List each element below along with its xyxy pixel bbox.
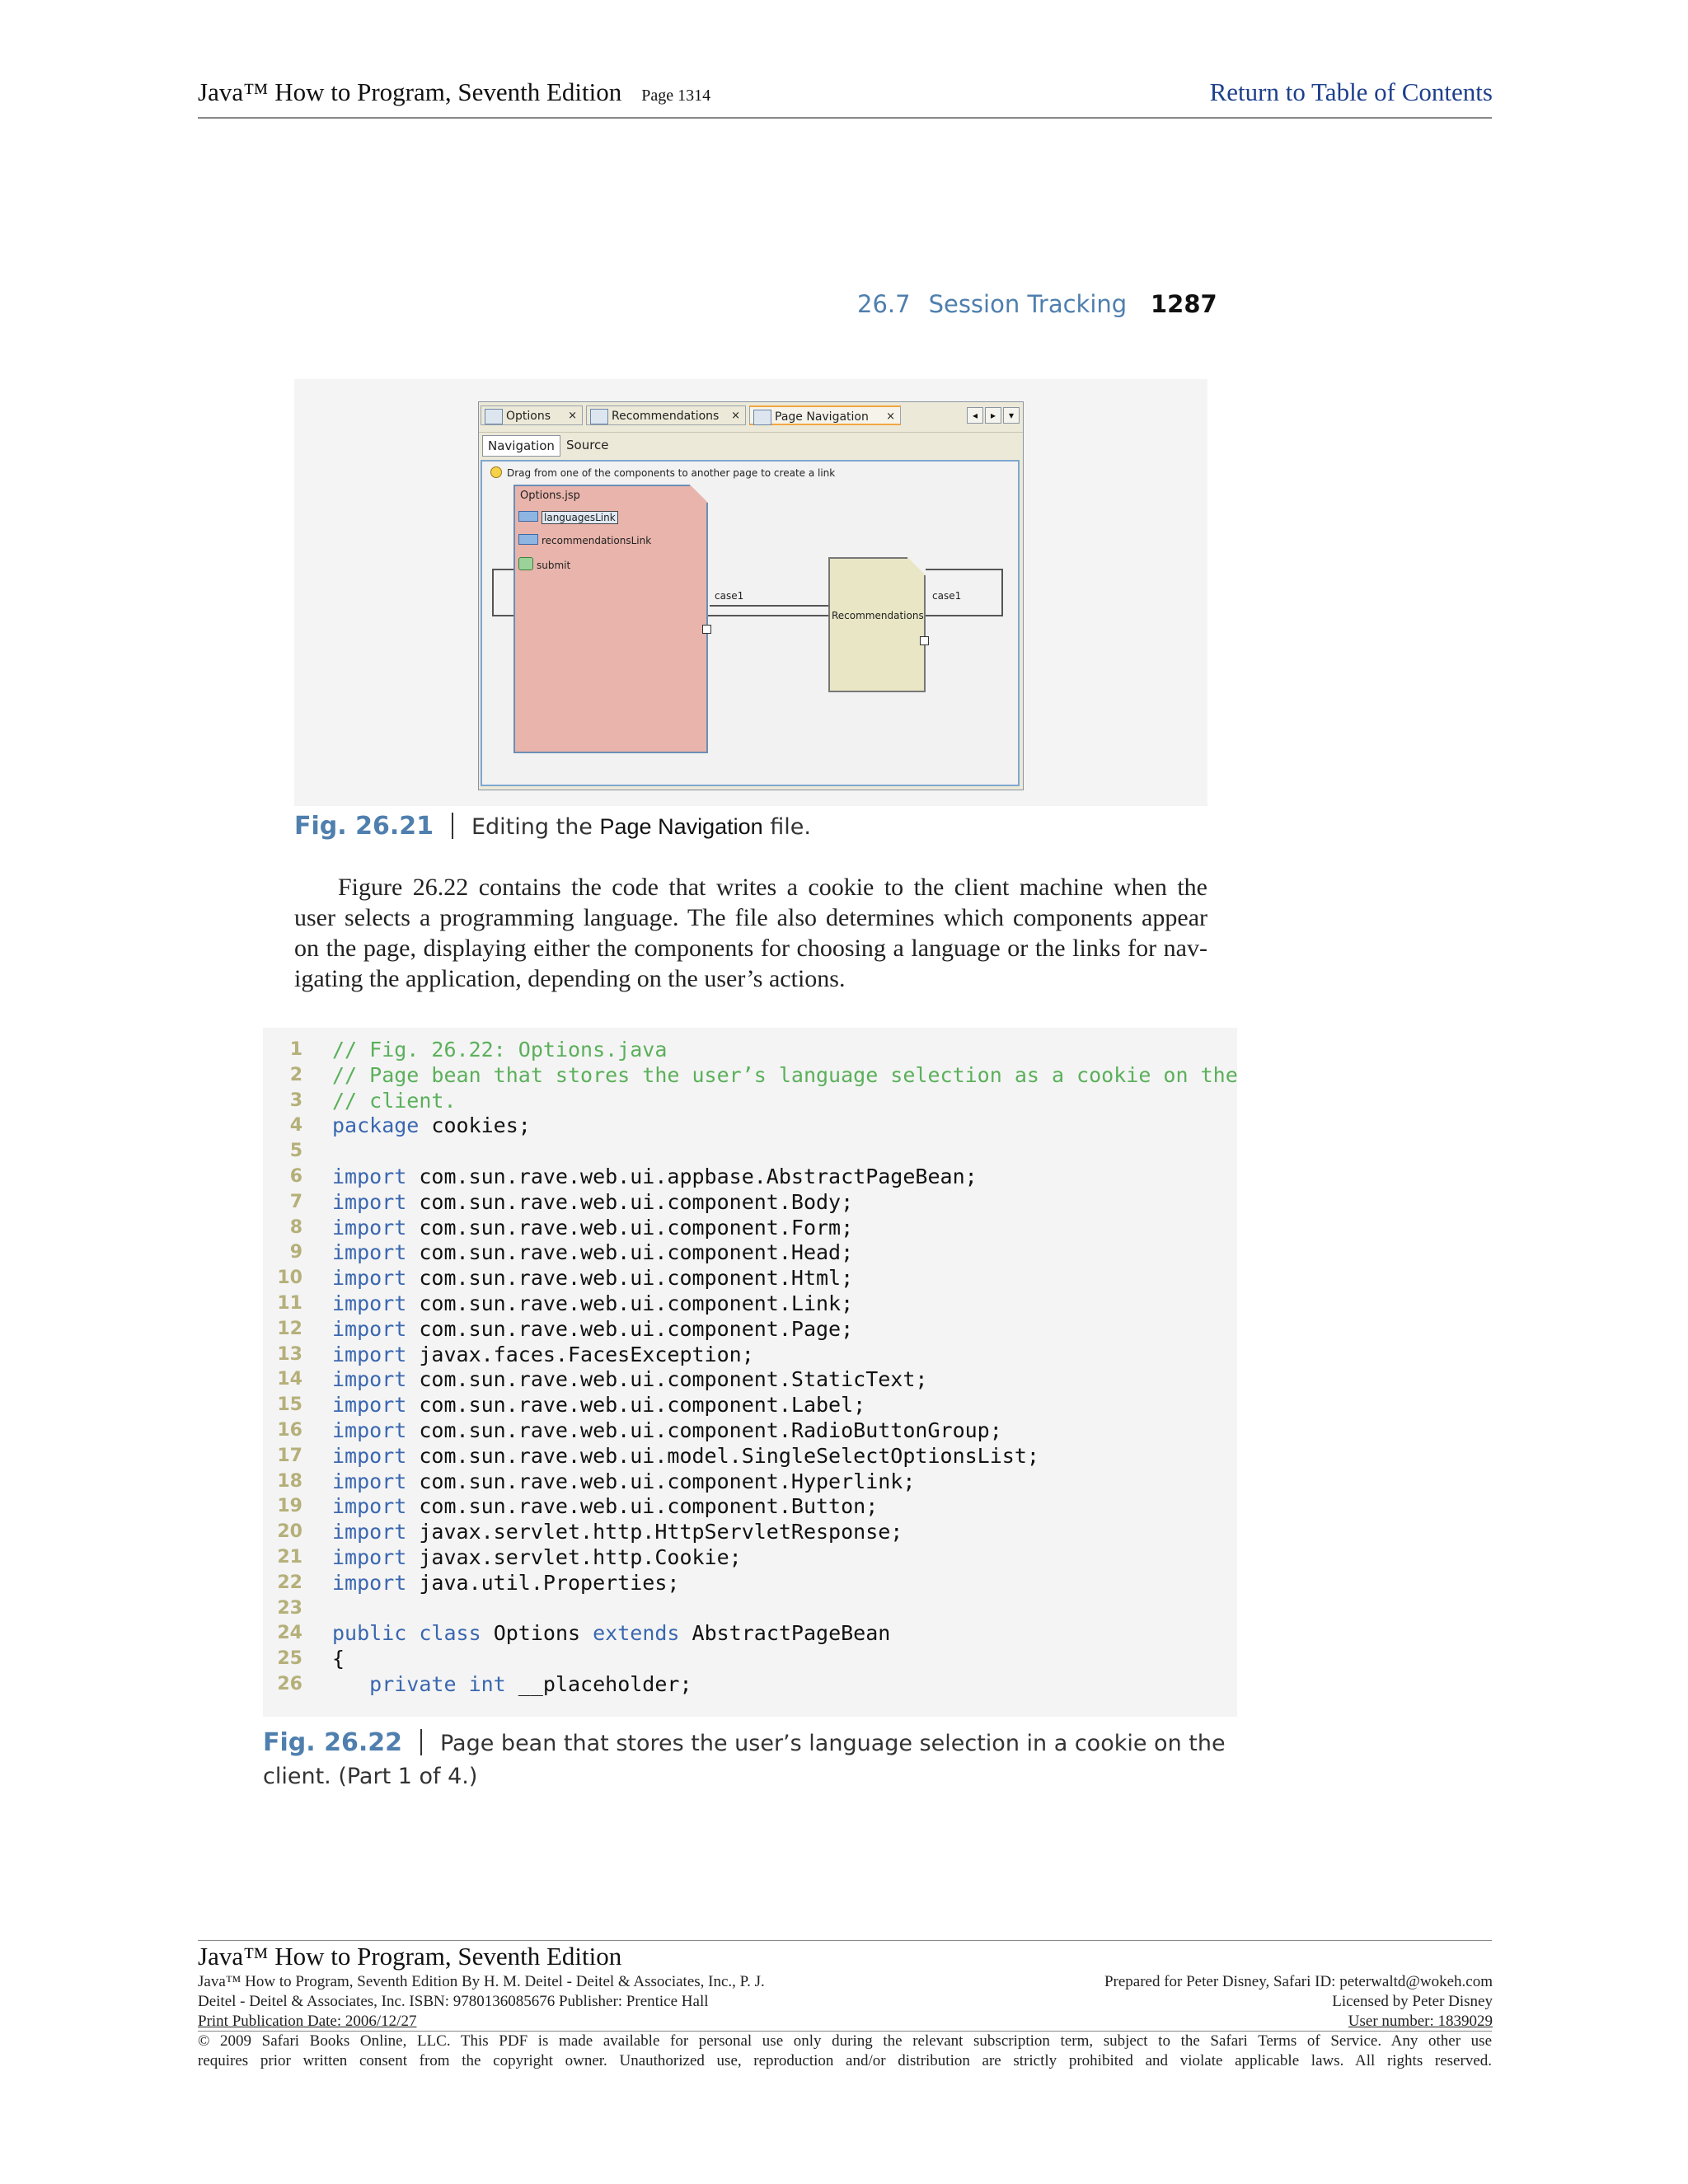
code-text: [332, 1216, 853, 1241]
code-keyword: import: [332, 1544, 407, 1569]
code-line: [263, 1240, 1237, 1266]
code-token: javax.servlet.http.Cookie;: [406, 1544, 742, 1569]
figure-number: Fig. 26.21: [294, 812, 434, 841]
code-line: [263, 1165, 1237, 1190]
code-keyword: import: [332, 1418, 407, 1442]
line-number: 17: [277, 1445, 302, 1466]
section-title: Session Tracking: [928, 290, 1128, 318]
line-number: 3: [289, 1090, 302, 1111]
line-number: 12: [277, 1318, 302, 1339]
line-number: 13: [277, 1343, 302, 1365]
code-token: com.sun.rave.web.ui.component.Label;: [406, 1393, 866, 1418]
code-keyword: import: [332, 1393, 407, 1418]
code-line: [263, 1190, 1237, 1216]
code-token: com.sun.rave.web.ui.component.Button;: [406, 1494, 879, 1519]
code-keyword: package: [332, 1113, 420, 1138]
line-number: 25: [277, 1648, 302, 1670]
code-text: [332, 1317, 853, 1343]
close-icon[interactable]: ×: [731, 410, 740, 422]
recommendations-link-component[interactable]: [518, 534, 651, 546]
code-text: [332, 1393, 865, 1418]
code-keyword: import: [332, 1189, 407, 1214]
footer-isbn-line: Deitel - Deitel & Associates, Inc. ISBN: 9780136085676 Publisher: Prentice Hall: [198, 1993, 709, 2010]
code-text: [332, 1240, 853, 1266]
code-text: [332, 1063, 1238, 1089]
code-comment: // Page bean that stores the user’s language selection as a cookie on the: [332, 1062, 1238, 1087]
code-keyword: import: [332, 1494, 407, 1519]
loop-wire-top-left: [492, 569, 513, 570]
line-number: 18: [277, 1470, 302, 1492]
line-number: 20: [277, 1521, 302, 1543]
code-token: com.sun.rave.web.ui.component.RadioButtonGroup;: [406, 1418, 1002, 1442]
code-comment: // client.: [332, 1088, 457, 1113]
close-icon[interactable]: ×: [886, 410, 895, 423]
code-text: [332, 1190, 853, 1216]
code-line: [263, 1596, 1237, 1622]
figure-number: Fig. 26.22: [263, 1728, 402, 1757]
code-line: [263, 1647, 1237, 1672]
page-file-icon: [590, 409, 608, 424]
footer-publication-date: Print Publication Date: 2006/12/27: [198, 2013, 417, 2030]
code-comment: // Fig. 26.22: Options.java: [332, 1038, 668, 1062]
code-keyword: import: [332, 1164, 407, 1188]
code-token: __placeholder;: [505, 1671, 692, 1696]
code-text: [332, 1672, 692, 1698]
figure-26-21-caption: [294, 812, 811, 841]
tab-recommendations[interactable]: [586, 405, 746, 425]
code-text: [332, 1444, 1039, 1469]
line-number: 23: [277, 1597, 302, 1619]
code-text: [332, 1291, 853, 1317]
scroll-left-icon[interactable]: ◂: [967, 407, 983, 424]
code-token: com.sun.rave.web.ui.component.Form;: [406, 1215, 854, 1240]
page-file-icon: [485, 409, 503, 424]
code-text: [332, 1621, 890, 1647]
code-text: [332, 1571, 679, 1596]
code-keyword: import: [332, 1266, 407, 1291]
paragraph-line: on the page, displaying either the components for choosing a language or the links for nav-: [294, 935, 1207, 962]
line-number: 15: [277, 1394, 302, 1416]
line-number: 4: [289, 1115, 302, 1137]
line-number: 11: [277, 1292, 302, 1314]
code-token: com.sun.rave.web.ui.component.Html;: [406, 1266, 854, 1291]
line-number: 14: [277, 1369, 302, 1390]
caption-divider: [420, 1729, 422, 1755]
code-keyword: import: [332, 1342, 407, 1366]
line-number: 10: [277, 1268, 302, 1289]
code-token: {: [332, 1647, 345, 1671]
header-title-text: Java™ How to Program, Seventh Edition: [198, 77, 622, 106]
line-number: 24: [277, 1623, 302, 1644]
code-keyword: import: [332, 1316, 407, 1341]
code-text: [332, 1418, 1002, 1444]
code-keyword: import: [332, 1469, 407, 1493]
hint-text: Drag from one of the components to another page to create a link: [507, 467, 836, 479]
paragraph-line: user selects a programming language. The file also determines which components appear: [294, 904, 1207, 931]
code-line: [263, 1444, 1237, 1469]
code-keyword: int: [468, 1671, 506, 1696]
component-label: languagesLink: [542, 511, 618, 524]
code-text: [332, 1469, 915, 1495]
link-port[interactable]: [702, 625, 711, 634]
line-number: 19: [277, 1496, 302, 1517]
code-line: [263, 1672, 1237, 1698]
scroll-right-icon[interactable]: ▸: [985, 407, 1001, 424]
tab-page-navigation[interactable]: [749, 405, 901, 425]
code-line: [263, 1266, 1237, 1291]
tab-scroll-controls: [965, 407, 1020, 424]
code-text: [332, 1367, 927, 1393]
tab-label: Options: [506, 410, 551, 423]
section-number: 26.7: [857, 290, 911, 318]
return-to-toc-link[interactable]: Return to Table of Contents: [1209, 77, 1493, 106]
header-book-title: [198, 77, 710, 107]
component-label: recommendationsLink: [542, 535, 652, 546]
ide-page-navigation-screenshot: [478, 401, 1024, 790]
body-paragraph: [294, 872, 1207, 994]
code-token: com.sun.rave.web.ui.component.Link;: [406, 1291, 854, 1315]
line-number: 22: [277, 1572, 302, 1593]
code-line: [263, 1139, 1237, 1165]
code-keyword: import: [332, 1367, 407, 1392]
code-line: [263, 1063, 1237, 1089]
figure-26-22-caption: [263, 1727, 1237, 1793]
code-keyword: public: [332, 1621, 407, 1646]
footer-author-line: Java™ How to Program, Seventh Edition By H. M. Deitel - Deitel & Associates, Inc., P. J.: [198, 1973, 765, 1990]
lightbulb-icon: [490, 466, 502, 478]
footer-copyright-line: © 2009 Safari Books Online, LLC. This PDF is made available for personal use only during the relevant subscription term, subject to the Safari Terms of Service. Any other use: [198, 2032, 1492, 2050]
line-number: 21: [277, 1546, 302, 1568]
code-keyword: import: [332, 1443, 407, 1468]
code-text: [332, 1165, 978, 1190]
code-token: java.util.Properties;: [406, 1570, 680, 1595]
paragraph-line: igating the application, depending on the user’s actions.: [294, 965, 846, 992]
code-line: [263, 1418, 1237, 1444]
hyperlink-icon: [518, 511, 538, 522]
code-line: [263, 1216, 1237, 1241]
code-keyword: import: [332, 1240, 407, 1265]
footer-divider-top: [198, 1940, 1492, 1941]
code-line: [263, 1520, 1237, 1545]
code-line: [263, 1393, 1237, 1418]
close-icon[interactable]: ×: [568, 410, 577, 422]
code-line: [263, 1571, 1237, 1596]
line-number: 9: [289, 1242, 302, 1263]
editor-tab-bar: [479, 402, 1023, 427]
caption-divider: [452, 813, 453, 839]
component-label: submit: [537, 560, 571, 571]
code-token: [457, 1672, 469, 1696]
options-page-title: Options.jsp: [520, 490, 580, 502]
loop-wire-right: [1001, 569, 1003, 616]
page-fold-corner: [907, 557, 926, 575]
code-keyword: import: [332, 1520, 407, 1544]
navigation-canvas: [481, 460, 1020, 786]
tab-options[interactable]: [481, 405, 583, 425]
code-text: [332, 1494, 878, 1520]
header-divider: [198, 117, 1492, 119]
code-line: [263, 1367, 1237, 1393]
code-token: com.sun.rave.web.ui.component.Hyperlink;: [406, 1469, 916, 1493]
caption-text: Page bean that stores the user’s language selection in a cookie on the client. (Part 1 of 4.): [263, 1731, 1226, 1789]
code-keyword: import: [332, 1215, 407, 1240]
caption-text: Editing the: [471, 814, 593, 840]
caption-text-end: file.: [770, 814, 811, 840]
code-text: [332, 1520, 903, 1545]
code-keyword: import: [332, 1570, 407, 1595]
footer-book-title: Java™ How to Program, Seventh Edition: [198, 1942, 622, 1971]
line-number: 5: [289, 1141, 302, 1162]
code-token: Options: [481, 1621, 593, 1646]
page-fold-corner: [690, 485, 708, 503]
loop-wire-top-right: [926, 569, 1003, 570]
code-line: [263, 1343, 1237, 1368]
case1-link-arrow: [710, 605, 828, 607]
line-number: 8: [289, 1216, 302, 1238]
code-token: javax.faces.FacesException;: [406, 1342, 754, 1366]
code-text: [332, 1113, 531, 1139]
line-number: 2: [289, 1064, 302, 1085]
code-line: [263, 1494, 1237, 1520]
link-port[interactable]: [920, 636, 929, 645]
recommendations-page-node[interactable]: [828, 557, 926, 692]
paragraph-line: Figure 26.22 contains the code that writes a cookie to the client machine when the: [338, 874, 1207, 901]
code-line: [263, 1089, 1237, 1114]
code-token: com.sun.rave.web.ui.component.Head;: [406, 1240, 854, 1265]
code-line: [263, 1317, 1237, 1343]
code-text: [332, 1545, 742, 1571]
hyperlink-icon: [518, 534, 538, 545]
code-keyword: private: [369, 1671, 457, 1696]
caption-emphasis: Page Navigation: [599, 814, 763, 839]
code-line: [263, 1291, 1237, 1317]
running-head: [857, 290, 1127, 318]
footer-prepared-for: Prepared for Peter Disney, Safari ID: peterwaltd@wokeh.com: [1104, 1973, 1493, 1990]
view-toggle-bar: [479, 432, 1023, 457]
code-line: [263, 1113, 1237, 1139]
code-token: AbstractPageBean: [679, 1621, 891, 1646]
line-number: 6: [289, 1165, 302, 1187]
code-line: [263, 1038, 1237, 1063]
code-text: [332, 1089, 457, 1114]
code-line: [263, 1621, 1237, 1647]
options-jsp-page-node[interactable]: [513, 485, 708, 753]
code-token: javax.servlet.http.HttpServletResponse;: [406, 1520, 903, 1544]
code-token: com.sun.rave.web.ui.appbase.AbstractPageBean;: [406, 1164, 978, 1188]
code-listing: [263, 1038, 1237, 1698]
submit-component[interactable]: [518, 557, 570, 571]
code-line: [263, 1469, 1237, 1495]
drag-hint: [490, 466, 835, 479]
code-text: [332, 1647, 345, 1672]
code-keyword: extends: [593, 1621, 680, 1646]
tab-label: Page Navigation: [775, 410, 869, 424]
footer-divider-bottom: [198, 2031, 1492, 2032]
code-text: [332, 1038, 667, 1063]
code-text: [332, 1343, 754, 1368]
code-text: [332, 1266, 853, 1291]
line-number: 16: [277, 1419, 302, 1441]
code-token: com.sun.rave.web.ui.component.Page;: [406, 1316, 854, 1341]
code-keyword: class: [419, 1621, 481, 1646]
book-page-number: 1287: [1151, 290, 1217, 318]
code-token: com.sun.rave.web.ui.component.StaticText;: [406, 1367, 928, 1392]
navigation-diagram-icon: [753, 410, 771, 425]
subtab-navigation[interactable]: Navigation: [482, 435, 560, 457]
button-icon: [518, 557, 533, 570]
footer-copyright-line: requires prior written consent from the copyright owner. Unauthorized use, reproduction and/or distribution are strictly prohibited and violate applicable laws. All rights reserved.: [198, 2052, 1492, 2069]
code-token: [332, 1672, 369, 1696]
footer-user-number: User number: 1839029: [1348, 2013, 1493, 2030]
case1-label-right: case1: [932, 590, 962, 602]
case1-label-left: case1: [715, 590, 744, 602]
tab-label: Recommendations: [612, 410, 720, 423]
code-token: [406, 1621, 419, 1645]
footer-licensed-by: Licensed by Peter Disney: [1332, 1993, 1493, 2010]
line-number: 26: [277, 1673, 302, 1694]
header-page-label: Page 1314: [641, 87, 711, 105]
line-number: 7: [289, 1191, 302, 1212]
code-token: cookies;: [419, 1113, 531, 1138]
line-number: 1: [289, 1039, 302, 1060]
code-keyword: import: [332, 1291, 407, 1315]
subtab-source[interactable]: Source: [566, 438, 609, 452]
code-token: com.sun.rave.web.ui.model.SingleSelectOptionsList;: [406, 1443, 1039, 1468]
loop-wire-left: [492, 569, 494, 616]
languages-link-component[interactable]: [518, 511, 618, 523]
code-line: [263, 1545, 1237, 1571]
code-token: com.sun.rave.web.ui.component.Body;: [406, 1189, 854, 1214]
tab-menu-dropdown-icon[interactable]: ▾: [1003, 407, 1020, 424]
recommendations-page-title: Recommendations: [832, 610, 924, 621]
